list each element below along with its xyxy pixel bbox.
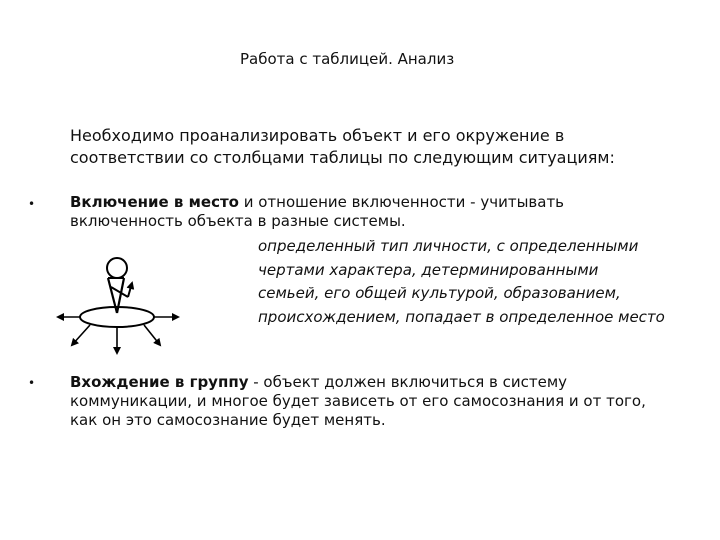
italic-description [258, 235, 698, 329]
intro-text [70, 125, 690, 169]
bullet-2-line-2: коммуникации, и многое будет зависеть от его самосознания и от того, [70, 392, 646, 410]
italic-line-2: чертами характера, детерминированными [258, 260, 599, 279]
intro-line-1: Необходимо проанализировать объект и его окружение в [70, 126, 565, 145]
bullet-item-1 [70, 193, 710, 231]
bullet-marker-1: • [28, 197, 36, 211]
bullet-2-bold: Вхождение в группу [70, 373, 249, 391]
italic-line-4: происхождением, попадает в определенное место [258, 307, 665, 326]
bullet-1-rest: и отношение включенности - учитывать [238, 193, 565, 211]
bullet-marker-2: • [28, 376, 36, 390]
bullet-1-line-1 [70, 193, 710, 212]
slide-title: Работа с таблицей. Анализ [240, 50, 455, 68]
bullet-1-bold: Включение в место [70, 193, 239, 211]
bullet-2-line-1 [70, 373, 710, 392]
bullet-item-2 [70, 373, 710, 430]
italic-line-1: определенный тип личности, с определенными [258, 237, 639, 255]
bullet-2-rest: - объект должен включиться в систему [248, 373, 568, 391]
italic-line-3: семьей, его общей культурой, образованием, [258, 284, 621, 302]
intro-line-2: соответствии со столбцами таблицы по следующим ситуациям: [70, 148, 615, 167]
bullet-1-line-2: включенность объекта в разные системы. [70, 212, 406, 230]
person-in-circle-with-arrows-icon [50, 245, 190, 360]
bullet-2-line-3: как он это самосознание будет менять. [70, 411, 386, 429]
